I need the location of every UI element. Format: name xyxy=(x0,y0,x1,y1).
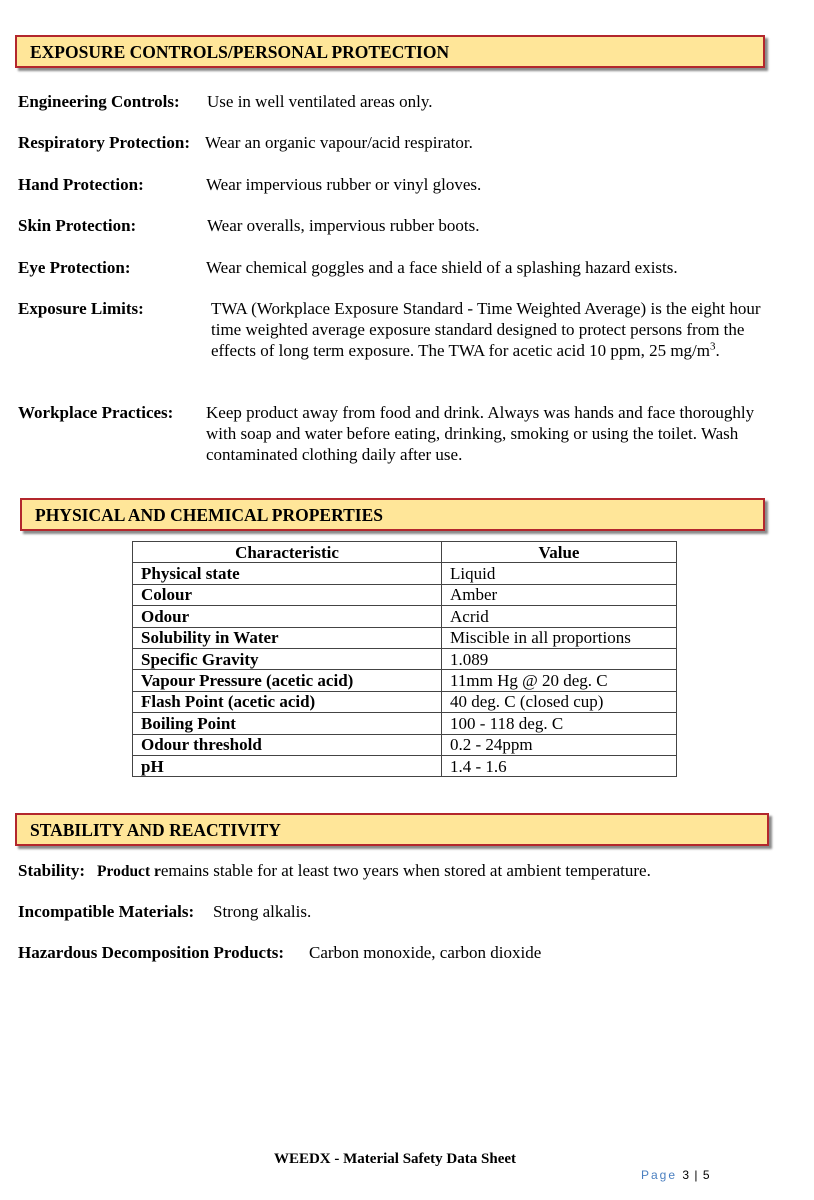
decomposition-products-label: Hazardous Decomposition Products: xyxy=(18,943,285,962)
workplace-practices-label: Workplace Practices: xyxy=(18,403,174,422)
exposure-limits-text: TWA (Workplace Exposure Standard - Time Weighted Average) is the eight hour time weighted average exposure standard designed to protect persons from the effects of long term exposure. The TWA for acetic acid 10 ppm, 25 mg/m xyxy=(211,299,761,360)
table-row xyxy=(133,606,677,627)
stability-label: Stability: xyxy=(18,861,86,880)
table-row xyxy=(133,691,677,712)
physical-section-header xyxy=(20,498,765,531)
eye-protection-label: Eye Protection: xyxy=(18,258,131,277)
characteristic-cell: Odour xyxy=(133,606,442,627)
characteristic-cell: Vapour Pressure (acetic acid) xyxy=(133,670,442,691)
value-cell: Miscible in all proportions xyxy=(442,627,677,648)
characteristic-cell: Odour threshold xyxy=(133,734,442,755)
page-number xyxy=(641,1168,711,1182)
hand-protection-field xyxy=(18,174,798,196)
exposure-limits-superscript: 3 xyxy=(710,340,716,353)
value-column-header: Value xyxy=(442,542,677,563)
characteristic-cell: Boiling Point xyxy=(133,713,442,734)
value-cell: Acrid xyxy=(442,606,677,627)
stability-section-header xyxy=(15,813,769,846)
skin-protection-label: Skin Protection: xyxy=(18,216,137,235)
table-header-row xyxy=(133,542,677,563)
eye-protection-value: Wear chemical goggles and a face shield of a splashing hazard exists. xyxy=(206,258,678,277)
exposure-section-header xyxy=(15,35,765,68)
engineering-controls-value: Use in well ventilated areas only. xyxy=(207,92,433,111)
engineering-controls-field xyxy=(18,91,798,113)
skin-protection-field xyxy=(18,215,798,237)
value-cell: 1.4 - 1.6 xyxy=(442,755,677,776)
characteristic-cell: Flash Point (acetic acid) xyxy=(133,691,442,712)
decomposition-products-value: Carbon monoxide, carbon dioxide xyxy=(309,943,542,962)
value-cell: Liquid xyxy=(442,563,677,584)
value-cell: 40 deg. C (closed cup) xyxy=(442,691,677,712)
respiratory-protection-field xyxy=(18,132,798,154)
stability-section-title: STABILITY AND REACTIVITY xyxy=(30,820,281,840)
characteristic-cell: Colour xyxy=(133,584,442,605)
decomposition-products-field xyxy=(18,942,798,964)
stability-field xyxy=(18,860,798,882)
characteristic-cell: Solubility in Water xyxy=(133,627,442,648)
stability-value xyxy=(97,860,651,882)
table-row xyxy=(133,648,677,669)
incompatible-materials-field xyxy=(18,901,798,923)
characteristic-cell: pH xyxy=(133,755,442,776)
table-row xyxy=(133,734,677,755)
exposure-limits-label: Exposure Limits: xyxy=(18,299,144,318)
incompatible-materials-value: Strong alkalis. xyxy=(213,902,312,921)
respiratory-protection-label: Respiratory Protection: xyxy=(18,133,190,152)
value-cell: 0.2 - 24ppm xyxy=(442,734,677,755)
table-row xyxy=(133,627,677,648)
properties-table xyxy=(132,541,677,777)
exposure-section-title: EXPOSURE CONTROLS/PERSONAL PROTECTION xyxy=(30,42,450,62)
characteristic-cell: Physical state xyxy=(133,563,442,584)
workplace-practices-field xyxy=(18,402,798,472)
value-cell: 1.089 xyxy=(442,648,677,669)
hand-protection-label: Hand Protection: xyxy=(18,175,144,194)
table-row xyxy=(133,584,677,605)
characteristic-column-header: Characteristic xyxy=(133,542,442,563)
stability-value-text: emains stable for at least two years when stored at ambient temperature. xyxy=(160,861,651,880)
table-row xyxy=(133,563,677,584)
exposure-limits-end: . xyxy=(715,341,720,360)
value-cell: 11mm Hg @ 20 deg. C xyxy=(442,670,677,691)
engineering-controls-label: Engineering Controls: xyxy=(18,92,180,111)
exposure-limits-value xyxy=(211,298,779,361)
hand-protection-value: Wear impervious rubber or vinyl gloves. xyxy=(206,175,482,194)
incompatible-materials-label: Incompatible Materials: xyxy=(18,902,195,921)
respiratory-protection-value: Wear an organic vapour/acid respirator. xyxy=(205,133,473,152)
page-word: Page xyxy=(641,1168,678,1182)
value-cell: Amber xyxy=(442,584,677,605)
characteristic-cell: Specific Gravity xyxy=(133,648,442,669)
exposure-limits-field xyxy=(18,298,798,388)
physical-section-title: PHYSICAL AND CHEMICAL PROPERTIES xyxy=(35,505,383,525)
table-row xyxy=(133,713,677,734)
skin-protection-value: Wear overalls, impervious rubber boots. xyxy=(207,216,480,235)
eye-protection-field xyxy=(18,257,798,279)
footer-title: WEEDX - Material Safety Data Sheet xyxy=(273,1151,517,1167)
table-row xyxy=(133,755,677,776)
table-row xyxy=(133,670,677,691)
page-number-value: 3 | 5 xyxy=(682,1168,711,1182)
value-cell: 100 - 118 deg. C xyxy=(442,713,677,734)
stability-value-prefix: Product r xyxy=(97,863,161,880)
workplace-practices-value: Keep product away from food and drink. Always was hands and face thoroughly with soap and water before eating, drinking, smoking or using the toilet. Wash contaminated clothing daily after use. xyxy=(206,403,755,464)
